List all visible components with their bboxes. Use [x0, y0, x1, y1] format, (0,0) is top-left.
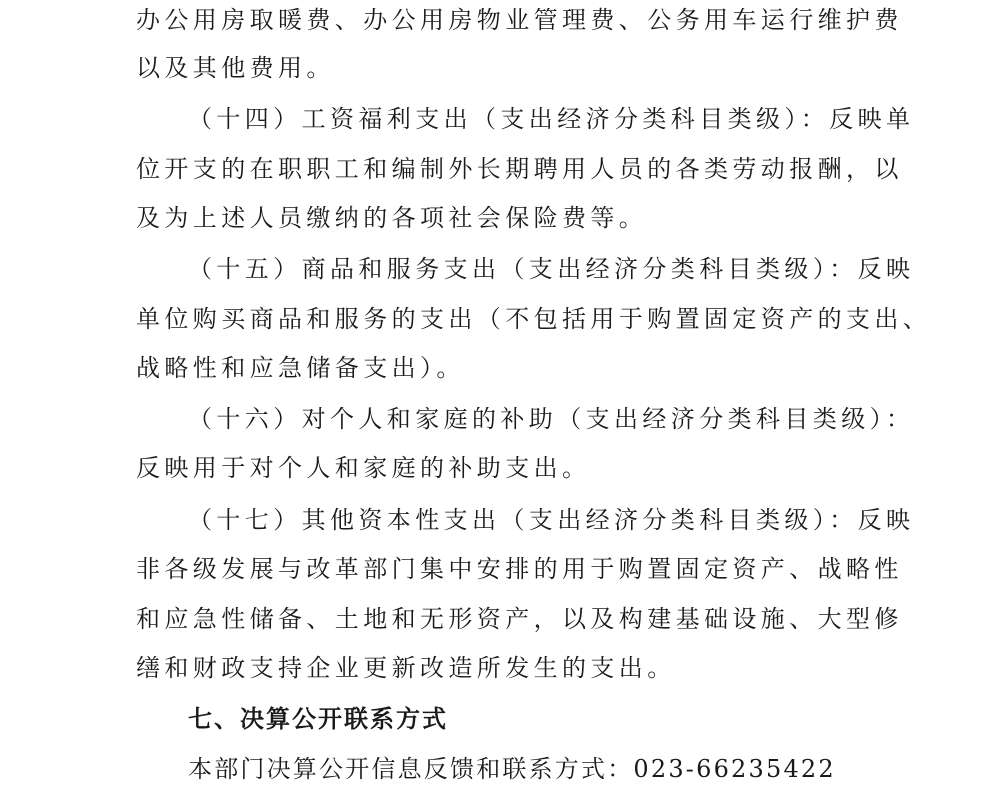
paragraph-line: 单位购买商品和服务的支出（不包括用于购置固定资产的支出、	[136, 305, 932, 333]
section-heading: 七、决算公开联系方式	[188, 705, 448, 733]
paragraph-line-item-14: （十四）工资福利支出（支出经济分类科目类级）：反映单	[188, 105, 915, 133]
paragraph-line: 办公用房取暖费、办公用房物业管理费、公务用车运行维护费	[136, 6, 903, 34]
paragraph-line: 战略性和应急储备支出）。	[136, 354, 465, 382]
paragraph-line-item-17: （十七）其他资本性支出（支出经济分类科目类级）：反映	[188, 506, 915, 534]
paragraph-line-item-16: （十六）对个人和家庭的补助（支出经济分类科目类级）：	[188, 405, 915, 433]
paragraph-line-item-15: （十五）商品和服务支出（支出经济分类科目类级）：反映	[188, 255, 915, 283]
paragraph-line: 以及其他费用。	[136, 54, 335, 82]
paragraph-line: 反映用于对个人和家庭的补助支出。	[136, 454, 591, 482]
paragraph-line: 和应急性储备、土地和无形资产，以及构建基础设施、大型修	[136, 605, 903, 633]
contact-info: 本部门决算公开信息反馈和联系方式：023-66235422	[188, 755, 836, 783]
paragraph-line: 位开支的在职职工和编制外长期聘用人员的各类劳动报酬，以	[136, 155, 903, 183]
paragraph-line: 非各级发展与改革部门集中安排的用于购置固定资产、战略性	[136, 555, 903, 583]
paragraph-line: 及为上述人员缴纳的各项社会保险费等。	[136, 204, 648, 232]
paragraph-line: 缮和财政支持企业更新改造所发生的支出。	[136, 654, 676, 682]
